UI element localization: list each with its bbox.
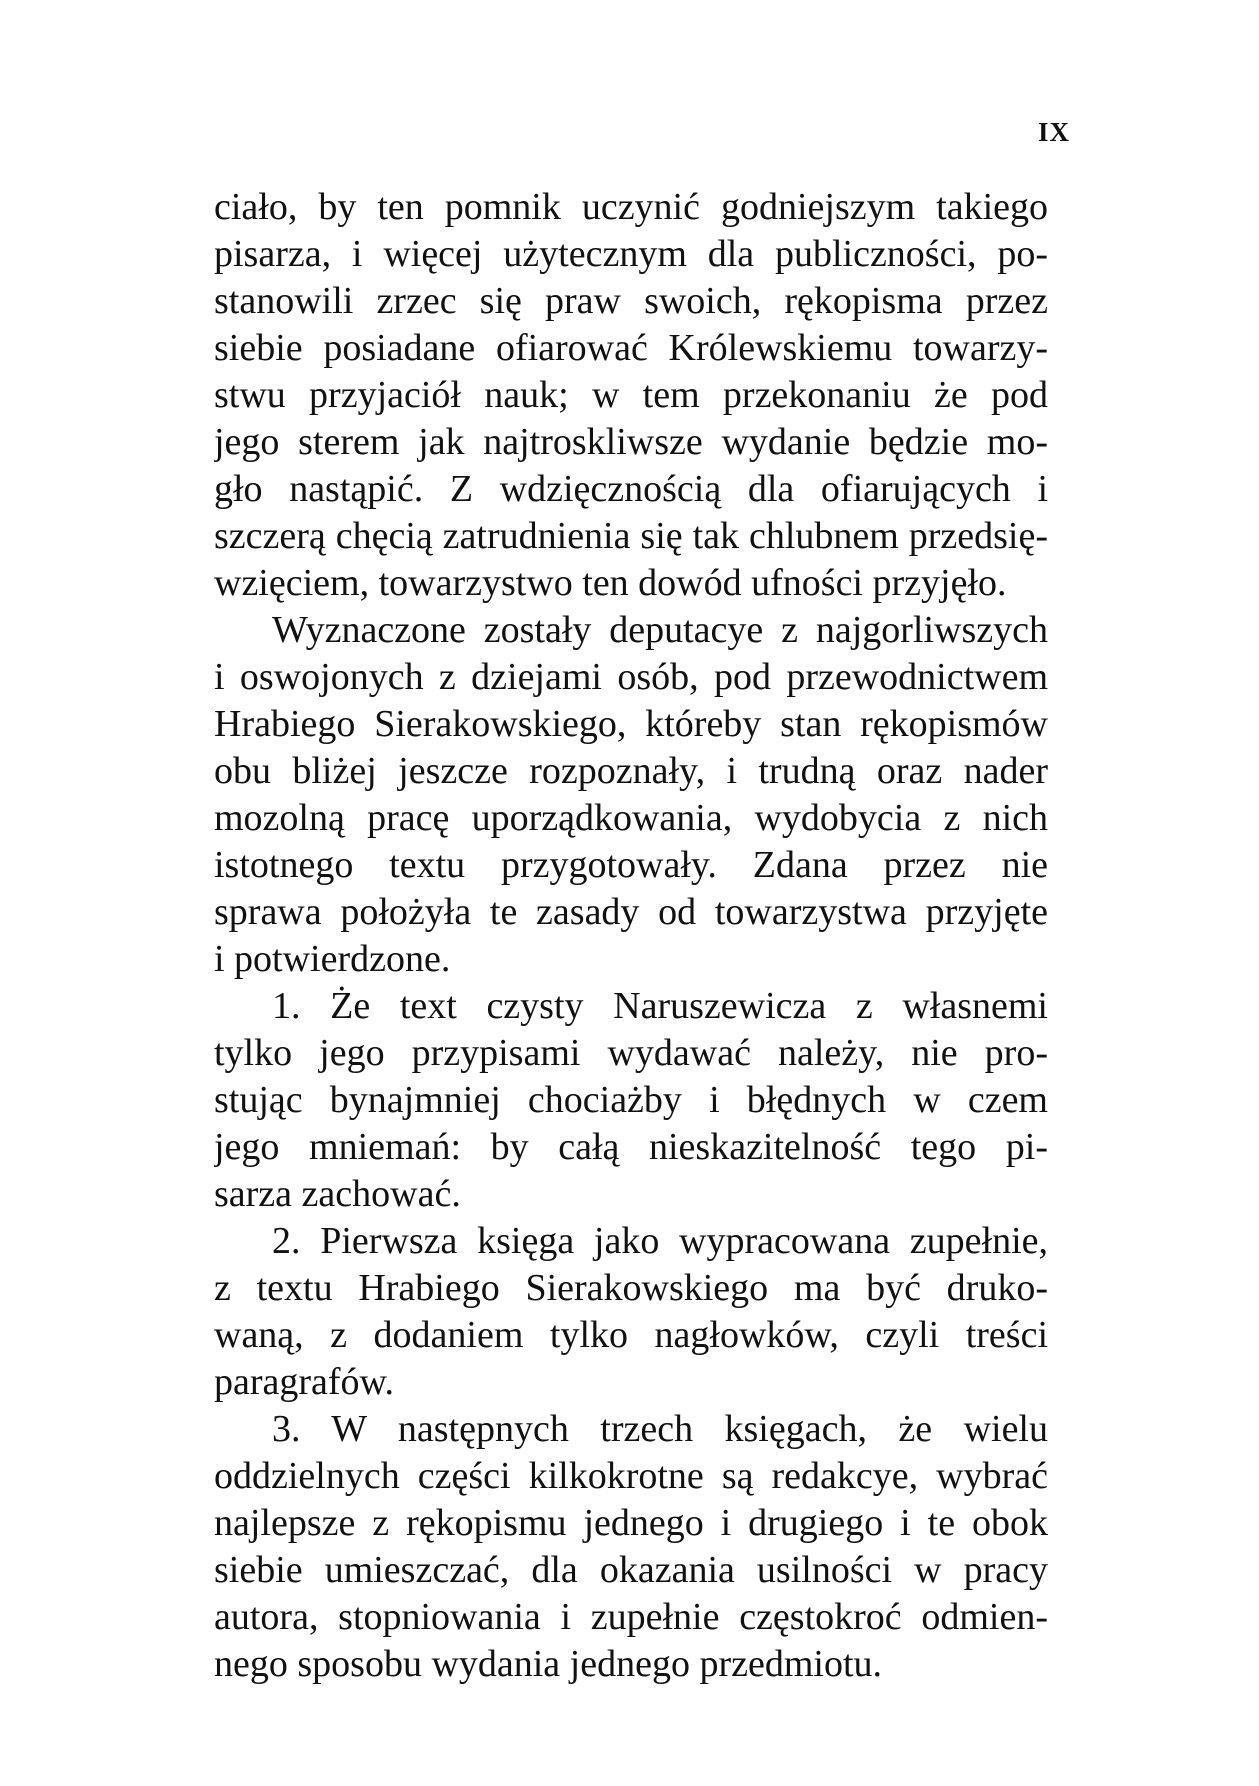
text-line: obu bliżej jeszcze rozpoznały, i trudną oraz nader <box>214 750 1048 792</box>
text-line: gło nastąpić. Z wdzięcznością dla ofiarujących i <box>214 468 1048 510</box>
text-line: jego mniemań: by całą nieskazitelność tego pi- <box>214 1126 1048 1168</box>
text-line: siebie posiadane ofiarować Królewskiemu towarzy- <box>214 327 1048 369</box>
text-line: paragrafów. <box>214 1361 395 1403</box>
page-number: IX <box>1037 117 1070 147</box>
text-line: najlepsze z rękopismu jednego i drugiego i te obok <box>214 1502 1048 1544</box>
text-line: sarza zachować. <box>214 1173 461 1215</box>
text-line: waną, z dodaniem tylko nagłowków, czyli treści <box>214 1314 1048 1356</box>
text-line: sprawa położyła te zasady od towarzystwa przyjęte <box>214 891 1048 933</box>
text-line: stując bynajmniej chociażby i błędnych w czem <box>214 1079 1048 1121</box>
text-line: siebie umieszczać, dla okazania usilności w pracy <box>214 1549 1048 1591</box>
text-line: z textu Hrabiego Sierakowskiego ma być druko- <box>214 1267 1048 1309</box>
text-line: ciało, by ten pomnik uczynić godniejszym takiego <box>214 186 1048 228</box>
text-line: Hrabiego Sierakowskiego, któreby stan rękopismów <box>214 703 1048 745</box>
text-line: wzięciem, towarzystwo ten dowód ufności przyjęło. <box>214 562 1007 604</box>
text-line: nego sposobu wydania jednego przedmiotu. <box>214 1643 883 1685</box>
list-item-3-start: 3. W następnych trzech księgach, że wielu <box>272 1408 1048 1450</box>
text-line: stwu przyjaciół nauk; w tem przekonaniu że pod <box>214 374 1048 416</box>
text-line: oddzielnych części kilkokrotne są redakcye, wybrać <box>214 1455 1048 1497</box>
list-item-1-start: 1. Że text czysty Naruszewicza z własnemi <box>272 985 1048 1027</box>
text-line: tylko jego przypisami wydawać należy, nie pro- <box>214 1032 1048 1074</box>
text-line: szczerą chęcią zatrudnienia się tak chlubnem przedsię- <box>214 515 1048 557</box>
paragraph-start-line: Wyznaczone zostały deputacye z najgorliwszych <box>272 609 1048 651</box>
text-line: autora, stopniowania i zupełnie częstokroć odmien- <box>214 1596 1048 1638</box>
text-line: istotnego textu przygotowały. Zdana przez nie <box>214 844 1048 886</box>
text-line: mozolną pracę uporządkowania, wydobycia z nich <box>214 797 1048 839</box>
text-line: pisarza, i więcej użytecznym dla publiczności, po- <box>214 233 1048 275</box>
text-line: jego sterem jak najtroskliwsze wydanie będzie mo- <box>214 421 1048 463</box>
text-line: i oswojonych z dziejami osób, pod przewodnictwem <box>214 656 1048 698</box>
list-item-2-start: 2. Pierwsza księga jako wypracowana zupełnie, <box>272 1220 1048 1262</box>
text-line: stanowili zrzec się praw swoich, rękopisma przez <box>214 280 1048 322</box>
body-text <box>214 184 1048 1688</box>
text-line: i potwierdzone. <box>214 938 451 980</box>
